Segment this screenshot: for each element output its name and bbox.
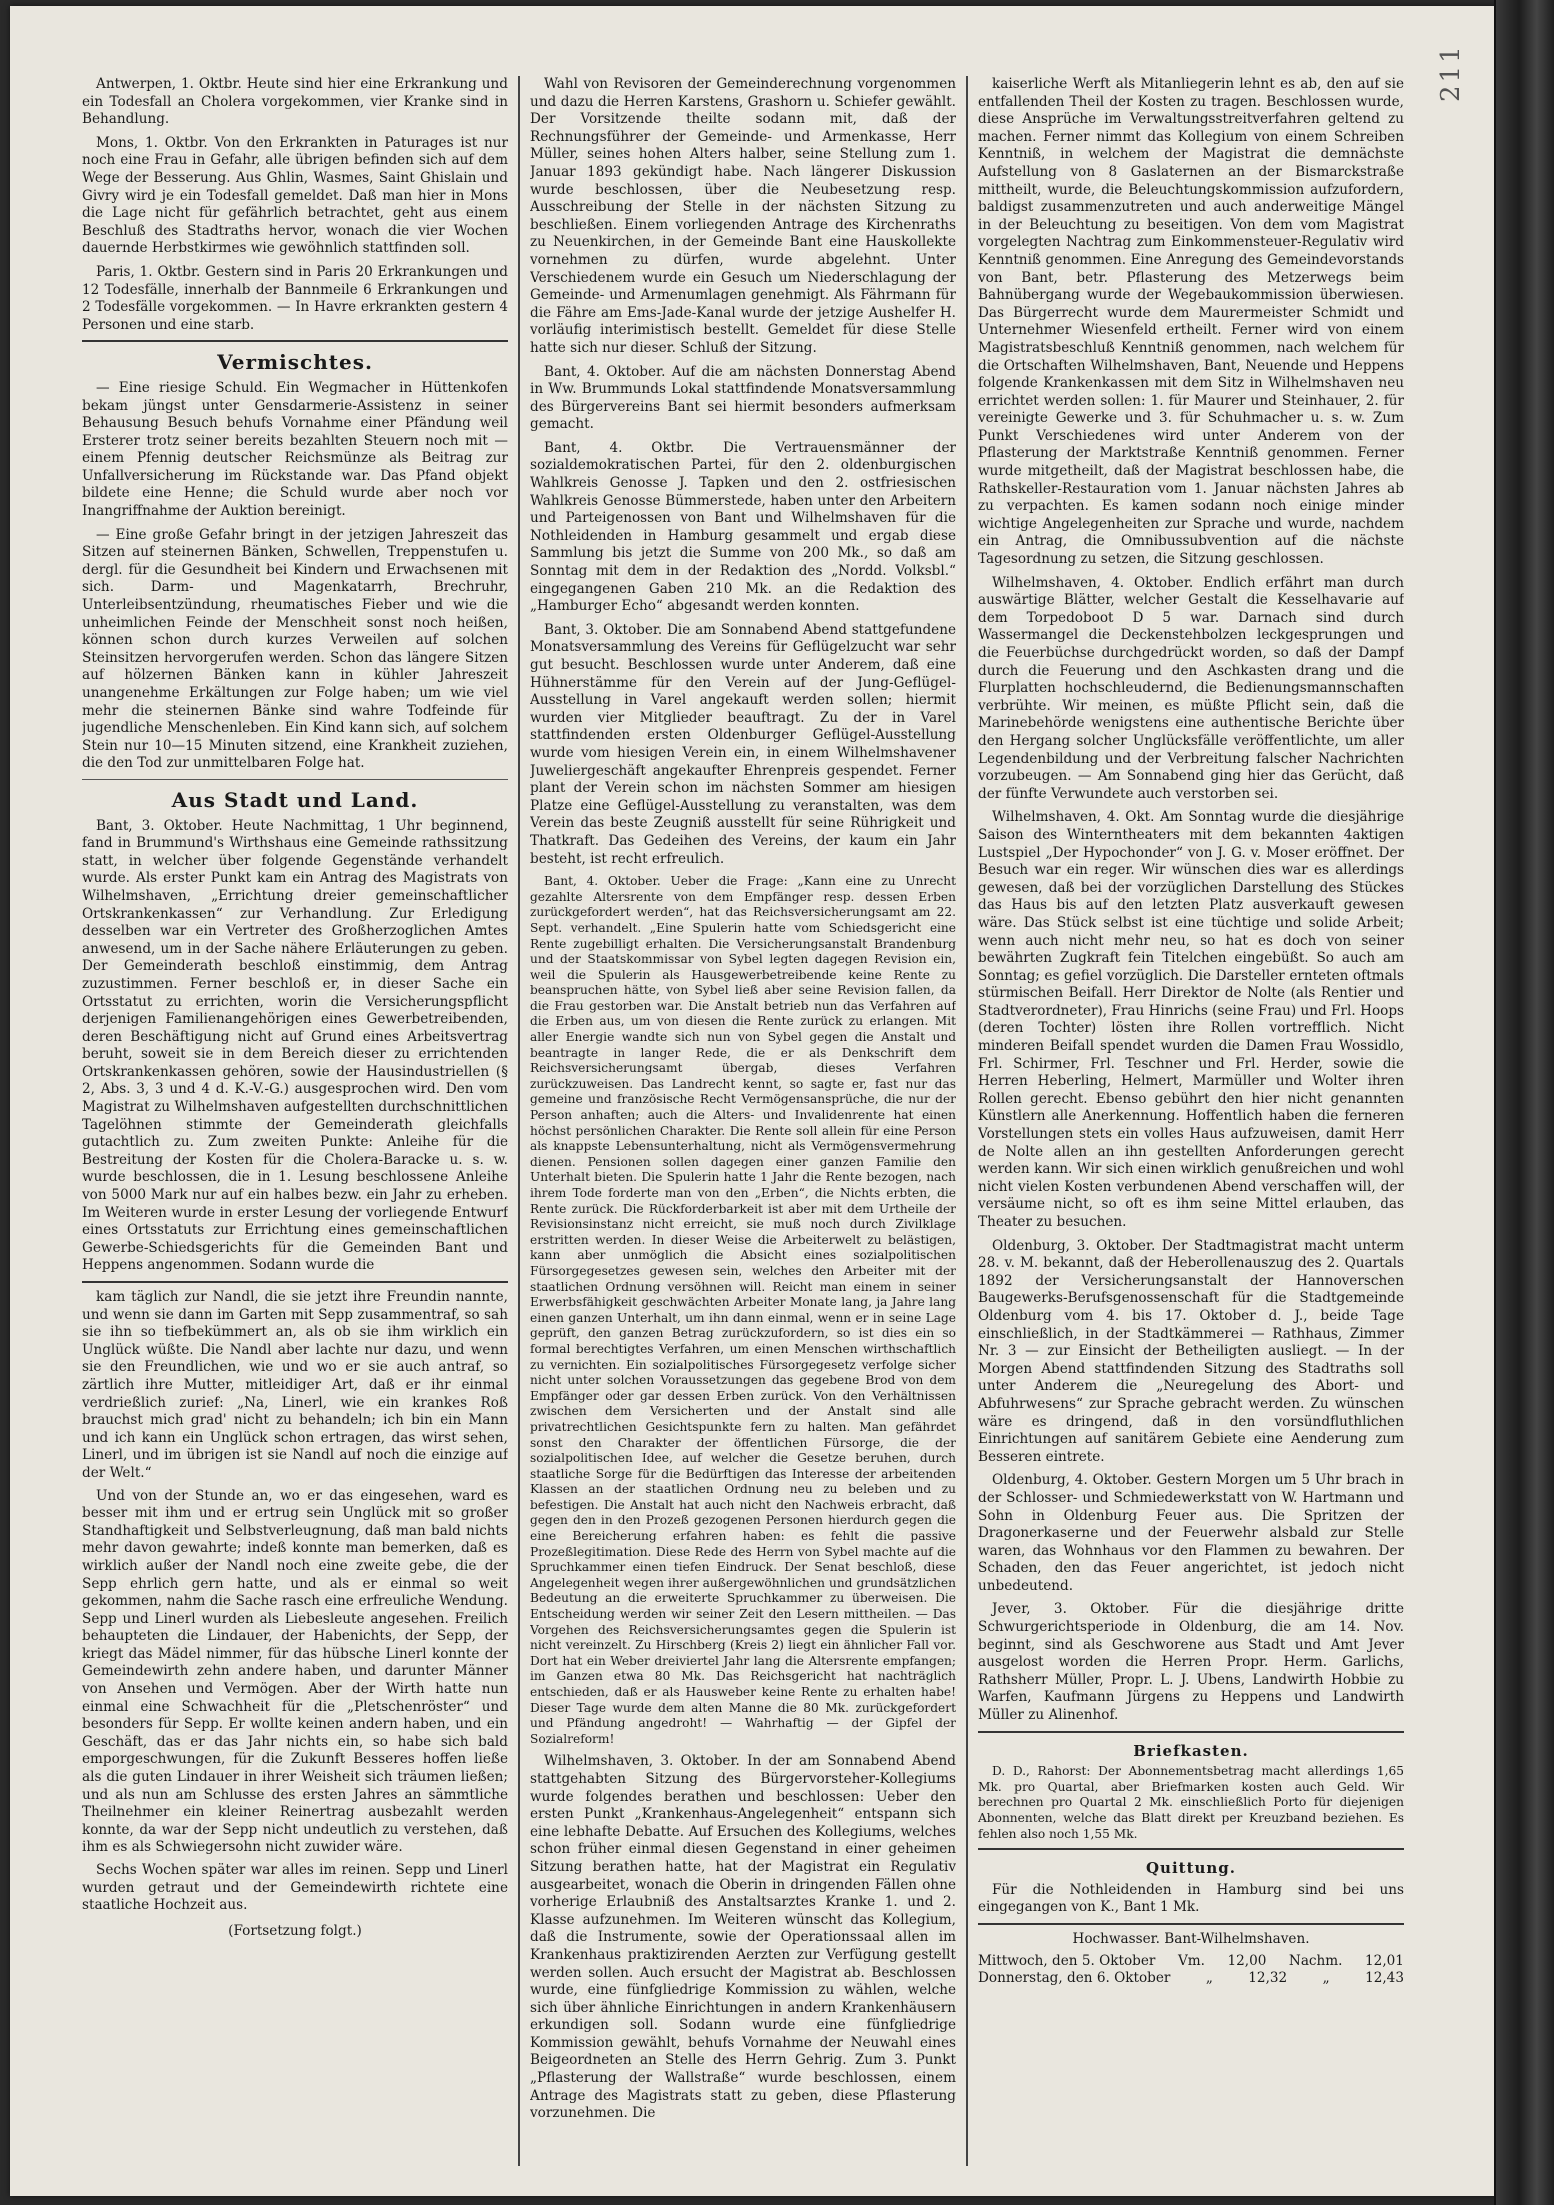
briefkasten-text: D. D., Rahorst: Der Abonnementsbetrag macht allerdings 1,65 Mk. pro Quartal, aber Briefmarken kosten auch Geld. Wir berechnen pro Quartal 2 Mk. einschließlich Porto für diejenigen Abonnenten, welche das Blatt direkt per Kreuzband beziehen. Es fehlen also noch 1,55 Mk. <box>978 1764 1404 1841</box>
divider <box>82 1281 508 1283</box>
divider <box>978 1731 1404 1733</box>
section-heading-local: Aus Stadt und Land. <box>171 787 419 812</box>
local-item: Jever, 3. Oktober. Für die diesjährige dritte Schwurgerichtsperiode in Oldenburg, die am 14. Nov. beginnt, sind als Geschworene aus Stadt und Amt Jever ausgelost worden die Herren Propr. Herm. Garlichs, Rathsherr Müller, Propr. L. J. Ubens, Landwirth Hobbie zu Warfen, Kaufmann Jürgens zu Heppens und Landwirth Müller zu Alinenhof. <box>978 1601 1404 1724</box>
tide-title: Hochwasser. Bant-Wilhelmshaven. <box>1072 1930 1310 1947</box>
divider <box>82 779 508 780</box>
quittung-heading: Quittung. <box>1145 1859 1237 1878</box>
local-item: Wilhelmshaven, 3. Oktober. In der am Sonnabend Abend stattgehabten Sitzung des Bürgervorsteher-Kollegiums wurde folgendes berathen und beschlossen: Ueber den ersten Punkt „Krankenhaus-Angelegenheit“ entspann sich eine lebhafte Debatte. Auf Ersuchen des Kollegiums, welches schon früher einmal diesen Gegenstand in einer geheimen Sitzung berathen hatte, hat der Magistrat ein Regulativ ausgearbeitet, wonach die Oberin in dringenden Fällen ohne vorherige Erlaubniß des Anstaltsarztes Kranke 1. und 2. Klasse aufzunehmen. Im Weiteren wünscht das Kollegium, daß die Instrumente, sowie der Operationssaal allen im Krankenhaus praktizirenden Aerzten zur Verfügung gestellt werden sollen. Auch ersucht der Magistrat ab. Beschlossen wurde, eine fünfgliedrige Kommission zu wählen, welche sich über ähnliche Einrichtungen in andern Krankenhäusern erkundigen soll. Sodann wurde eine fünfgliedrige Kommission gewählt, behufs Vornahme der Neuwahl eines Beigeordneten an Stelle des Herrn Gehrig. Zum 3. Punkt „Pflasterung der Wallstraße“ wurde beschlossen, einem Antrage des Magistrats statt zu geben, diese Pflasterung vorzunehmen. Die <box>530 1753 956 2122</box>
continued-note: (Fortsetzung folgt.) <box>228 1922 362 1939</box>
divider <box>978 1923 1404 1925</box>
misc-item: — Eine große Gefahr bringt in der jetzigen Jahreszeit das Sitzen auf steinernen Bänken, Schwellen, Treppenstufen u. dergl. für die Gesundheit bei Kindern und Erwachsenen mit sich. Darm- und Magenkatarrh, Brechruhr, Unterleibsentzündung, rheumatisches Fieber und wie die unheimlichen Feinde der Menschheit sonst noch heißen, können schon durch kurzes Verweilen auf solchen Steinsitzen hervorgerufen werden. Schon das längere Sitzen auf hölzernen Bänken kann in kühler Jahreszeit unangenehme Erkältungen zur Folge haben; um wie viel mehr die steinernen Bänke sind wahre Todfeinde für jugendliche Menschenleben. Ein Kind kann sich, auf solchem Stein nur 10—15 Minuten sitzend, eine Krankheit zuziehen, die den Tod zur unmittelbaren Folge hat. <box>82 526 508 772</box>
column-rule <box>966 76 968 2166</box>
tide-vm: 12,32 <box>1248 1970 1288 1987</box>
local-item: Wilhelmshaven, 4. Oktober. Endlich erfährt man durch auswärtige Blätter, welcher Gestalt die Kesselhavarie auf dem Torpedoboot D 5 war. Darnach sind durch Wassermangel die Deckenstehbolzen leckgesprungen und die Feuerbüchse durchgedrückt worden, so daß der Dampf durch die Feuerung und den Aschkasten drang und die Flurplatten hochschleudernd, die Bedienungsmannschaften verbrühte. Wir meinen, es müßte Pflicht sein, daß die Marinebehörde wenigstens eine authentische Berichte über den Hergang solcher Unglücksfälle veröffentlichte, um aller Legendenbildung und der Verbreitung falscher Nachrichten vorzubeugen. — Am Sonnabend ging hier das Gerücht, daß der fünfte Verwundete auch verstorben sei. <box>978 574 1404 802</box>
tide-row <box>978 1953 1404 1971</box>
local-item: Bant, 4. Oktober. Auf die am nächsten Donnerstag Abend in Ww. Brummunds Lokal stattfindende Monatsversammlung des Bürgervereins Bant sei hiermit besonders aufmerksam gemacht. <box>530 363 956 433</box>
local-item: Oldenburg, 4. Oktober. Gestern Morgen um 5 Uhr brach in der Schlosser- und Schmiedewerkstatt von W. Hartmann und Sohn in Oldenburg Feuer aus. Die Spritzen der Dragonerkaserne und der Feuerwehr alsbald zur Stelle waren, das Wohnhaus vor den Flammen zu bewahren. Der Schaden, den das Feuer angerichtet, ist jedoch nicht unbedeutend. <box>978 1472 1404 1594</box>
tide-nm-label: Nachm. <box>1288 1952 1343 1969</box>
story-paragraph: Sechs Wochen später war alles im reinen. Sepp und Linerl wurden getraut und der Gemeindewirth richtete eine staatliche Hochzeit aus. <box>82 1862 508 1914</box>
tide-vm-label: Vm. <box>1177 1952 1205 1969</box>
news-item: Antwerpen, 1. Oktbr. Heute sind hier eine Erkrankung und ein Todesfall an Cholera vorgekommen, vier Kranke sind in Behandlung. <box>82 76 508 128</box>
serial-story <box>82 1289 508 1940</box>
tide-table <box>978 1931 1404 1988</box>
divider <box>82 340 508 342</box>
columns <box>82 76 1422 2166</box>
local-item: kaiserliche Werft als Mitanliegerin lehnt es ab, den auf sie entfallenden Theil der Kosten zu tragen. Beschlossen wurde, diese Ansprüche im Verwaltungsstreitverfahren geltend zu machen. Ferner nimmt das Kollegium von einem Schreiben Kenntniß, in welchem der Magistrat die demnächste Aufstellung von 8 Gaslaternen an der Bismarckstraße mittheilt, wurde, die Beleuchtungskommission aufzufordern, baldigst zusammenzutreten und auch anderweitige Mängel in der Beleuchtung zu beseitigen. Von dem vom Magistrat vorgelegten Nachtrag zum Einkommensteuer-Regulativ wird Kenntniß genommen. Eine Anregung des Gemeindevorstands von Bant, betr. Pflasterung des Metzerwegs beim Bahnübergang wurde der Wegebaukommission überwiesen. Das Bürgerrecht wurde dem Maurermeister Schmidt und Unternehmer Wiesenfeld ertheilt. Ferner wird von einem Magistratsbeschluß Kenntniß genommen, nach welchem für die Ortschaften Wilhelmshaven, Bant, Neuende und Heppens folgende Krankenkassen mit dem Sitz in Wilhelmshaven neu errichtet werden sollen: 1. für Maurer und Steinhauer, 2. für vereinigte Gewerke und 3. für Schuhmacher u. s. w. Zum Punkt Verschiedenes wird unter Anderem von der Pflasterung der Marktstraße Kenntniß genommen. Ferner wurde mitgetheilt, daß der Magistrat beschlossen habe, die Rathskeller-Restauration vom 1. Januar nächsten Jahres ab zu verpachten. Es kamen sodann noch einige minder wichtige Angelegenheiten zur Sprache und wurde, nachdem ein Antrag, die Omnibussubvention auf die nächste Tagesordnung zu setzen, die Sitzung geschlossen. <box>978 76 1404 568</box>
tide-vm: 12,00 <box>1227 1952 1267 1969</box>
local-item: Oldenburg, 3. Oktober. Der Stadtmagistrat macht unterm 28. v. M. bekannt, daß der Heberollenauszug des 2. Quartals 1892 der Versicherungsanstalt der Hannoverschen Baugewerks-Berufsgenossenschaft für die Stadtgemeinde Oldenburg vom 4. bis 17. Oktober d. J., beide Tage einschließlich, in der Stadtkämmerei — Rathhaus, Zimmer Nr. 3 — zur Einsicht der Betheiligten ausliegt. — In der Morgen Abend stattfindenden Sitzung des Stadtraths soll unter Anderem die „Neuregelung des Abort- und Abfuhrwesens“ zur Sprache gebracht werden. Zu wünschen wäre es dringend, daß in den vorsündfluthlichen Einrichtungen auf sanitärem Gebiete eine Aenderung zum Besseren eintrete. <box>978 1237 1404 1465</box>
misc-item: — Eine riesige Schuld. Ein Wegmacher in Hüttenkofen bekam jüngst unter Gensdarmerie-Assistenz in seiner Behausung Besuch behufs Vornahme einer Pfändung weil Ersterer trotz seiner bereits bezahlten Steuern noch mit — einem Pfennig deutscher Reichsmünze als Beitrag zur Unfallversicherung im Rückstande war. Das Pfand objekt bildete eine Henne; die Schuld wurde aber noch vor Inangriffnahme der Auktion bereinigt. <box>82 379 508 520</box>
divider <box>978 1848 1404 1850</box>
tide-day: Mittwoch, den 5. Oktober <box>978 1952 1156 1969</box>
tide-nm: 12,01 <box>1365 1952 1404 1969</box>
local-item: Bant, 3. Oktober. Heute Nachmittag, 1 Uhr beginnend, fand in Brummund's Wirthshaus eine Gemeinde rathssitzung statt, in welcher über folgende Gegenstände verhandelt wurde. Als erster Punkt kam ein Antrag des Magistrats von Wilhelmshaven, „Errichtung dreier gemeinschaftlicher Ortskrankenkassen“ zur Verhandlung. Zur Erledigung desselben war ein Vertreter des Großherzoglichen Amtes anwesend, um in der Sache nähere Erläuterungen zu geben. Der Gemeinderath beschloß einstimmig, dem Antrag zuzustimmen. Ferner beschloß er, in dieser Sache ein Ortsstatut zu errichten, worin die Versicherungspflicht derjenigen Familienangehörigen eines Gewerbetreibenden, deren Beschäftigung nicht auf Grund eines Arbeitsvertrag beruht, soweit sie in dem Bereich dieser zu errichtenden Ortskrankenkassen gehören, sowie der Hausindustriellen (§ 2, Abs. 3, 3 und 4 d. K.-V.-G.) ausgesprochen wird. Den vom Magistrat zu Wilhelmshaven aufgestellten durchschnittlichen Tagelöhnen stimmte der Gemeinderath gleichfalls gutachtlich zu. Zum zweiten Punkte: Anleihe für die Bestreitung der Kosten für die Cholera-Baracke u. s. w. wurde beschlossen, die in 1. Lesung beschlossene Anleihe von 5000 Mark nur auf ein halbes bezw. ein Jahr zu erheben. Im Weiteren wurde in erster Lesung der vorliegende Entwurf eines Ortsstatuts zur Errichtung eines gemeinschaftlichen Gewerbe-Schiedsgerichts für die Gemeinden Bant und Heppens angenommen. Sodann wurde die <box>82 817 508 1274</box>
page-number: 211 <box>1436 43 1466 102</box>
column-rule <box>518 76 520 2166</box>
tide-nm-label: „ <box>1322 1970 1330 1987</box>
tide-day: Donnerstag, den 6. Oktober <box>978 1970 1171 1987</box>
column-3 <box>978 76 1404 2166</box>
small-print-article: Bant, 4. Oktober. Ueber die Frage: „Kann eine zu Unrecht gezahlte Altersrente von dem Empfänger resp. dessen Erben zurückgefordert werden“, hat das Reichsversicherungsamt am 22. Sept. verhandelt. „Eine Spulerin hatte vom Schiedsgericht eine Rente zugebilligt erhalten. Die Versicherungsanstalt Brandenburg und der Staatskommissar von Sybel legten dagegen Revision ein, weil die Spulerin als Hausgewerbetreibende keine Rente zu beanspruchen hätte, von Sybel ließ aber seine Revision fallen, da die Frau gestorben war. Die Anstalt betrieb nun das Verfahren auf die Erben aus, um von diesen die Rente zurück zu erlangen. Mit aller Energie wandte sich nun von Sybel gegen die Anstalt und beantragte in langer Rede, die er als Denkschrift dem Reichsversicherungsamt übergab, dieses Verfahren zurückzuweisen. Das Landrecht kennt, so sagte er, fast nur das gemeine und französische Recht Vermögensansprüche, die nur der Person anhaften; auch die Alters- und Invalidenrente hat einen höchst persönlichen Charakter. Die Rente soll allein für eine Person als knappste Lebensunterhaltung, nicht als Vermögensvermehrung dienen. Pensionen sollen dagegen einer ganzen Familie den Unterhalt bieten. Die Spulerin hatte 1 Jahr die Rente bezogen, nach ihrem Tode forderte man von den „Erben“, die Nichts erbten, die Rente zurück. Die Rückforderbarkeit ist aber mit dem Urtheile der Revisionsinstanz nicht erreicht, sie muß noch durch Zivilklage erstritten werden. In dieser Weise die Arbeiterwelt zu belästigen, kann aber unmöglich die Absicht eines sozialpolitischen Fürsorgegesetzes gewesen sein, welches den Arbeiter mit der staatlichen Ordnung versöhnen will. Reicht man einem in seiner Erwerbsfähigkeit geschwächten Arbeiter Monate lang, ja Jahre lang einen ganzen Unterhalt, um ihn dann einmal, wenn er in seine Lage geprüft, den ganzen Betrag zurückzufordern, so ist dies ein so formal berechtigtes Verfahren, um einen Menschen wirthschaftlich zu vernichten. Ein sozialpolitisches Fürsorgegesetz verfolge sicher nicht unter solchen Voraussetzungen das gegebene Brod von dem Empfänger oder gar dessen Erben zurück. Von den Verhältnissen zwischen dem Versicherten und der Anstalt sind alle privatrechtlichen Gesichtspunkte fern zu halten. Man gefährdet sonst den Charakter der öffentlichen Fürsorge, die der sozialpolitischen Idee, auf welcher die Gesetze beruhen, durch staatliche Sorge für die Bedürftigen das Interesse der arbeitenden Klassen an der staatlichen Ordnung neu zu beleben und zu befestigen. Die Anstalt hat auch nicht den Nachweis erbracht, daß gegen den in den Prozeß gezogenen Personen hierdurch gegen die eine Bereicherung erfahren haben: es fehlt die passive Prozeßlegitimation. Diese Rede des Herrn von Sybel machte auf die Spruchkammer einen tiefen Eindruck. Der Senat beschloß, diese Angelegenheit wegen ihrer außergewöhnlichen und grundsätzlichen Bedeutung an die erweiterte Spruchkammer zu überweisen. Die Entscheidung werden wir seiner Zeit den Lesern mittheilen. — Das Vorgehen des Reichsversicherungsamtes gegen die Spulerin ist nicht vereinzelt. Zu Hirschberg (Kreis 2) liegt ein ähnlicher Fall vor. Dort hat ein Weber dreiviertel Jahr lang die Altersrente empfangen; im Ganzen etwa 80 Mk. Das Reichsgericht hat nachträglich entschieden, daß er als Hausweber keine Rente zu erhalten habe! Dieser Tage wurde dem alten Manne die 80 Mk. zurückgefordert und Pfändung angedroht! — Wahrhaftig — der Gipfel der Sozialreform! <box>530 874 956 1746</box>
tide-row <box>978 1970 1404 1988</box>
quittung-text: Für die Nothleidenden in Hamburg sind bei uns eingegangen von K., Bant 1 Mk. <box>978 1881 1404 1916</box>
tide-vm-label: „ <box>1205 1970 1213 1987</box>
local-item: Bant, 4. Oktbr. Die Vertrauensmänner der sozialdemokratischen Partei, für den 2. oldenburgischen Wahlkreis Genosse J. Tapken und den 2. ostfriesischen Wahlkreis Genosse Bümmerstede, haben unter den Arbeitern und Parteigenossen von Bant und Wilhelmshaven für die Nothleidenden in Hamburg gesammelt und ergab diese Sammlung bis jetzt die Summe von 200 Mk., so daß am Sonntag mit dem in der Redaktion des „Nordd. Volksbl.“ eingegangenen Gaben 210 Mk. an die Redaktion des „Hamburger Echo“ abgesandt werden konnten. <box>530 439 956 615</box>
local-item: Bant, 3. Oktober. Die am Sonnabend Abend stattgefundene Monatsversammlung des Vereins für Geflügelzucht war sehr gut besucht. Beschlossen wurde unter Anderem, daß eine Hühnerstämme für den Verein auf der Jung-Geflügel-Ausstellung in Varel angekauft werden sollen; hiermit wurden vier Mitglieder beauftragt. Zu der in Varel stattfindenden ersten Oldenburger Geflügel-Ausstellung wurde vom hiesigen Verein ein, in einem Wilhelmshavener Juweliergeschäft angekaufter Ehrenpreis gespendet. Ferner plant der Verein schon im nächsten Sommer am hiesigen Platze eine Geflügel-Ausstellung zu veranstalten, was dem Verein das beste Zeugniß ausstellt für seine Rührigkeit und Thatkraft. Das Gedeihen des Vereins, der kaum ein Jahr besteht, ist recht erfreulich. <box>530 621 956 867</box>
news-item: Paris, 1. Oktbr. Gestern sind in Paris 20 Erkrankungen und 12 Todesfälle, innerhalb der Bannmeile 6 Erkrankungen und 2 Todesfälle vorgekommen. — In Havre erkrankten gestern 4 Personen und eine starb. <box>82 263 508 333</box>
column-1 <box>82 76 508 2166</box>
newspaper-page <box>10 6 1498 2196</box>
story-paragraph: kam täglich zur Nandl, die sie jetzt ihre Freundin nannte, und wenn sie dann im Garten mit Sepp zusammentraf, so sah sie ihn so tiefbekümmert an, als ob sie ihm wirklich ein Unglück wüßte. Die Nandl aber lachte nur dazu, und wenn sie den Freundlichen, wie und wo er sie auch antraf, so zärtlich ihre Mutter, mitleidiger Art, daß er ihr einmal verdrießlich zurief: „Na, Linerl, wie ein krankes Roß brauchst mich grad' nicht zu behandeln; ich bin ein Mann und ich kann ein Unglück schon ertragen, das wirst sehen, Linerl, und im übrigen ist sie Nandl auf noch die einzige auf der Welt.“ <box>82 1289 508 1481</box>
book-spine <box>1496 0 1554 2205</box>
column-2 <box>530 76 956 2166</box>
tide-nm: 12,43 <box>1365 1970 1404 1987</box>
news-item: Mons, 1. Oktbr. Von den Erkrankten in Paturages ist nur noch eine Frau in Gefahr, alle übrigen befinden sich auf dem Wege der Besserung. Aus Ghlin, Wasmes, Saint Ghislain und Givry wird je ein Todesfall gemeldet. Daß man hier in Mons die Lage nicht für gefährlich betrachtet, geht aus einem Beschluß des Stadtraths hervor, wonach die vier Wochen dauernde Herbstkirmes wie gewöhnlich stattfinden soll. <box>82 134 508 257</box>
section-heading-misc: Vermischtes. <box>217 350 373 375</box>
story-paragraph: Und von der Stunde an, wo er das eingesehen, ward es besser mit ihm und er ertrug sein Unglück mit so großer Standhaftigkeit und Selbstverleugnung, daß man bald nichts mehr davon gewahrte; indeß konnte man bemerken, daß es wirklich außer der Nandl noch eine zweite gebe, die der Sepp ehrlich gern hatte, und als er einmal so weit gekommen, nahm die Sache rasch eine erfreuliche Wendung. Sepp und Linerl wurden als Liebesleute angesehen. Freilich behaupteten die Lindauer, der Habenichts, der Sepp, der kriegt das Mädel nimmer, für das hübsche Linerl konnte der Gemeindewirth zehn andere haben, und darunter Männer von Ansehen und Vermögen. Aber der Wirth hatte nun einmal eine Schwachheit für die „Pletschenröster“ und besonders für Sepp. Er wollte keinen andern haben, und ein Geschäft, das er das Jahr nichts ein, so habe sich bald emporgeschwungen, für die Zukunft Besseres hoffen ließe als die guten Lindauer in ihrer Weisheit sich träumen ließen; und als nun am Schlusse des ersten Jahres an sämmtliche Theilnehmer ein kleiner Reinertrag ausbezahlt werden konnte, da war der Sepp nicht undeutlich zu verstehen, daß ihm es als Schwiegersohn nicht zuwider wäre. <box>82 1487 508 1856</box>
briefkasten-heading: Briefkasten. <box>1133 1741 1249 1760</box>
local-item: Wahl von Revisoren der Gemeinderechnung vorgenommen und dazu die Herren Karstens, Grashorn u. Schiefer gewählt. Der Vorsitzende theilte sodann mit, daß der Rechnungsführer der Gemeinde- und Armenkasse, Herr Müller, seines hohen Alters halber, seine Stellung zum 1. Januar 1893 gekündigt habe. Nach längerer Diskussion wurde beschlossen, über die Neubesetzung resp. Ausschreibung der Stelle in der nächsten Sitzung zu beschließen. Einem vorliegenden Antrage des Kirchenraths zu Neuenkirchen, in der Gemeinde Bant eine Hauskollekte vornehmen zu dürfen, wurde abgelehnt. Unter Verschiedenem wurde ein Gesuch um Niederschlagung der Gemeinde- und Armenumlagen genehmigt. Als Fährmann für die Fähre am Ems-Jade-Kanal wurde der jetzige Aushelfer H. vorläufig interimistisch bestellt. Gemeldet für diese Stelle hatte sich nur dieser. Schluß der Sitzung. <box>530 76 956 356</box>
local-item: Wilhelmshaven, 4. Okt. Am Sonntag wurde die diesjährige Saison des Winterntheaters mit dem bekannten 4aktigen Lustspiel „Der Hypochonder“ von J. G. v. Moser eröffnet. Der Besuch war ein reger. Wir wünschen dies war es allerdings gewesen, daß bei der vorzüglichen Darstellung des Stückes das Haus bis auf den letzten Platz ausverkauft gewesen wäre. Das Stück selbst ist eine tüchtige und solide Arbeit; wenn auch nicht mehr neu, so hat es doch von seiner bewährten Zugkraft fein Titelchen eingebüßt. So auch am Sonntag; es gefiel vorzüglich. Die Darsteller ernteten oftmals stürmischen Beifall. Herr Direktor de Nolte (als Rentier und Stadtverordneter), Frau Hinrichs (seine Frau) und Frl. Hoops (deren Tochter) lösten ihre Rollen vortrefflich. Nicht minderen Beifall spendet wurden die Damen Frau Wossidlo, Frl. Schirmer, Frl. Teschner und Frl. Herder, sowie die Herren Heberling, Helmert, Marmüller und Wolter ihren Rollen gerecht. Ebenso gebührt den hier nicht genannten Künstlern alle Anerkennung. Hoffentlich haben die ferneren Vorstellungen stets ein volles Haus aufzuweisen, damit Herr de Nolte allen an ihn gestellten Anforderungen gerecht werden kann. Wir sich einen wirklich genußreichen und wohl nicht vielen Kosten verbundenen Abend verschaffen will, der versäume nicht, so oft es ihm seine Mittel erlauben, das Theater zu besuchen. <box>978 809 1404 1230</box>
